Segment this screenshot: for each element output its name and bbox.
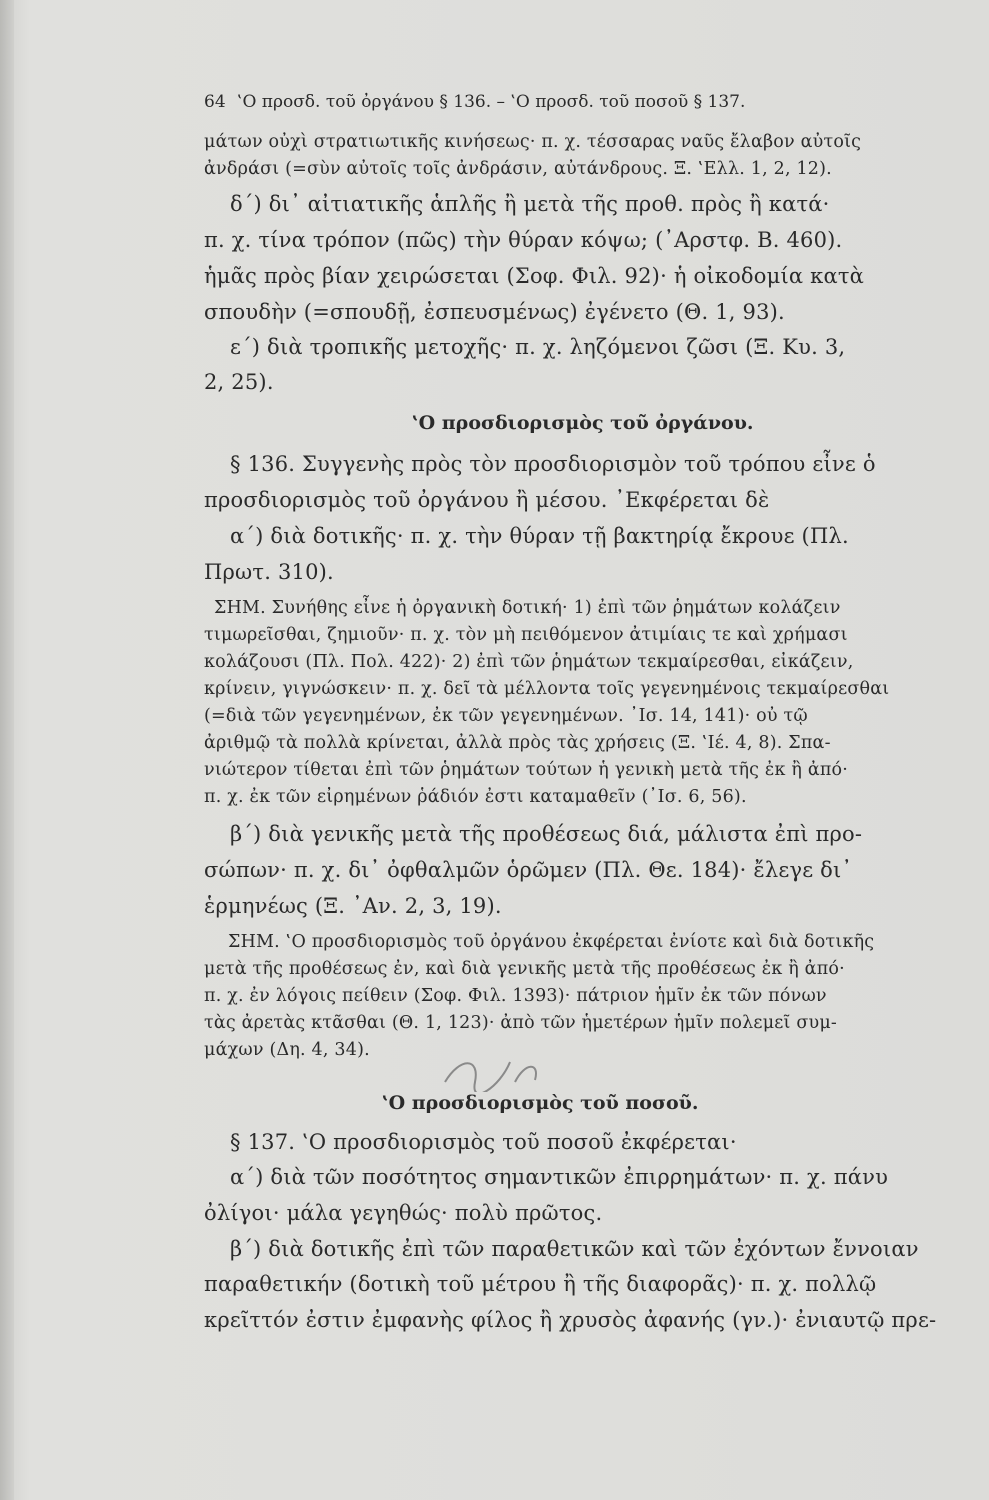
text-line: παραθετικήν (δοτικὴ τοῦ μέτρου ἢ τῆς διαφορᾶς)· π. χ. πολλῷ xyxy=(204,1272,877,1296)
text-line: δ΄) δι᾿ αἰτιατικῆς ἁπλῆς ἢ μετὰ τῆς προθ. πρὸς ἢ κατά· xyxy=(230,192,830,216)
text-line: § 136. Συγγενὴς πρὸς τὸν προσδιορισμὸν τοῦ τρόπου εἶνε ὁ xyxy=(230,452,876,476)
section-heading-instrument: ‛Ο προσδιορισμὸς τοῦ ὀργάνου. xyxy=(412,412,754,434)
text-line: σώπων· π. χ. δι᾿ ὀφθαλμῶν ὁρῶμεν (Πλ. Θε. 184)· ἔλεγε δι᾿ xyxy=(204,858,853,882)
text-line: π. χ. τίνα τρόπον (πῶς) τὴν θύραν κόψω; (᾿Αρστφ. Β. 460). xyxy=(204,228,843,252)
text-line: σπουδὴν (=σπουδῇ, ἐσπευσμένως) ἐγένετο (Θ. 1, 93). xyxy=(204,300,785,324)
text-line: ἑρμηνέως (Ξ. ᾿Αν. 2, 3, 19). xyxy=(204,894,502,918)
text-line: τιμωρεῖσθαι, ζημιοῦν· π. χ. τὸν μὴ πειθόμενον ἀτιμίαις τε καὶ χρήμασι xyxy=(204,625,848,645)
text-line: ΣΗΜ. ‛Ο προσδιορισμὸς τοῦ ὀργάνου ἐκφέρεται ἐνίοτε καὶ διὰ δοτικῆς xyxy=(228,932,875,952)
text-line: νιώτερον τίθεται ἐπὶ τῶν ῥημάτων τούτων ἡ γενικὴ μετὰ τῆς ἐκ ἢ ἀπό· xyxy=(204,760,849,780)
running-title: ‛Ο προσδ. τοῦ ὀργάνου § 136. – ‛Ο προσδ. τοῦ ποσοῦ § 137. xyxy=(237,92,746,112)
text-line: κρίνειν, γιγνώσκειν· π. χ. δεῖ τὰ μέλλοντα τοῖς γεγενημένοις τεκμαίρεσθαι xyxy=(204,679,890,699)
text-line: § 137. ‛Ο προσδιορισμὸς τοῦ ποσοῦ ἐκφέρεται· xyxy=(230,1130,737,1154)
text-line: κρεῖττόν ἐστιν ἐμφανὴς φίλος ἢ χρυσὸς ἀφανής (γν.)· ἐνιαυτῷ πρε- xyxy=(204,1308,937,1332)
page-number: 64 xyxy=(204,92,226,112)
text-line: π. χ. ἐν λόγοις πείθειν (Σοφ. Φιλ. 1393)· πάτριον ἡμῖν ἐκ τῶν πόνων xyxy=(204,986,827,1006)
text-line: κολάζουσι (Πλ. Πολ. 422)· 2) ἐπὶ τῶν ῥημάτων τεκμαίρεσθαι, εἰκάζειν, xyxy=(204,652,854,672)
text-line: μάτων οὐχὶ στρατιωτικῆς κινήσεως· π. χ. τέσσαρας ναῦς ἔλαβον αὐτοῖς xyxy=(204,132,862,152)
section-heading-quantity: ‛Ο προσδιορισμὸς τοῦ ποσοῦ. xyxy=(382,1092,699,1114)
text-line: β΄) διὰ γενικῆς μετὰ τῆς προθέσεως διά, μάλιστα ἐπὶ προ- xyxy=(230,822,863,846)
text-line: π. χ. ἐκ τῶν εἰρημένων ῥάδιόν ἐστι καταμαθεῖν (᾿Ισ. 6, 56). xyxy=(204,787,747,807)
text-line: ἡμᾶς πρὸς βίαν χειρώσεται (Σοφ. Φιλ. 92)· ἡ οἰκοδομία κατὰ xyxy=(204,264,865,288)
text-line: ΣΗΜ. Συνήθης εἶνε ἡ ὀργανικὴ δοτική· 1) ἐπὶ τῶν ῥημάτων κολάζειν xyxy=(214,598,841,618)
text-line: α΄) διὰ δοτικῆς· π. χ. τὴν θύραν τῇ βακτηρίᾳ ἔκρουε (Πλ. xyxy=(230,524,849,548)
text-line: ἀριθμῷ τὰ πολλὰ κρίνεται, ἀλλὰ πρὸς τὰς χρήσεις (Ξ. ‛Ιέ. 4, 8). Σπα- xyxy=(204,733,831,753)
text-line: 2, 25). xyxy=(204,370,274,394)
page-gutter xyxy=(0,0,14,1500)
text-line: μετὰ τῆς προθέσεως ἐν, καὶ διὰ γενικῆς μετὰ τῆς προθέσεως ἐκ ἢ ἀπό· xyxy=(204,959,845,979)
text-line: β΄) διὰ δοτικῆς ἐπὶ τῶν παραθετικῶν καὶ τῶν ἐχόντων ἔννοιαν xyxy=(230,1237,919,1261)
text-line: μάχων (Δη. 4, 34). xyxy=(204,1040,370,1060)
text-line: (=διὰ τῶν γεγενημένων, ἐκ τῶν γεγενημένων. ᾿Ισ. 14, 141)· οὐ τῷ xyxy=(204,706,808,726)
text-line: ἀνδράσι (=σὺν αὐτοῖς τοῖς ἀνδράσιν, αὐτάνδρους. Ξ. ‛Ελλ. 1, 2, 12). xyxy=(204,159,832,179)
text-line: ε΄) διὰ τροπικῆς μετοχῆς· π. χ. ληζόμενοι ζῶσι (Ξ. Κυ. 3, xyxy=(230,335,846,359)
text-line: τὰς ἀρετὰς κτᾶσθαι (Θ. 1, 123)· ἀπὸ τῶν ἡμετέρων ἡμῖν πολεμεῖ συμ- xyxy=(204,1013,838,1033)
text-line: α΄) διὰ τῶν ποσότητος σημαντικῶν ἐπιρρημάτων· π. χ. πάνυ xyxy=(230,1165,889,1189)
text-line: Πρωτ. 310). xyxy=(204,560,334,584)
text-line: προσδιορισμὸς τοῦ ὀργάνου ἢ μέσου. ᾿Εκφέρεται δὲ xyxy=(204,488,770,512)
running-header xyxy=(204,92,751,112)
text-line: ὀλίγοι· μάλα γεγηθώς· πολὺ πρῶτος. xyxy=(204,1201,603,1225)
